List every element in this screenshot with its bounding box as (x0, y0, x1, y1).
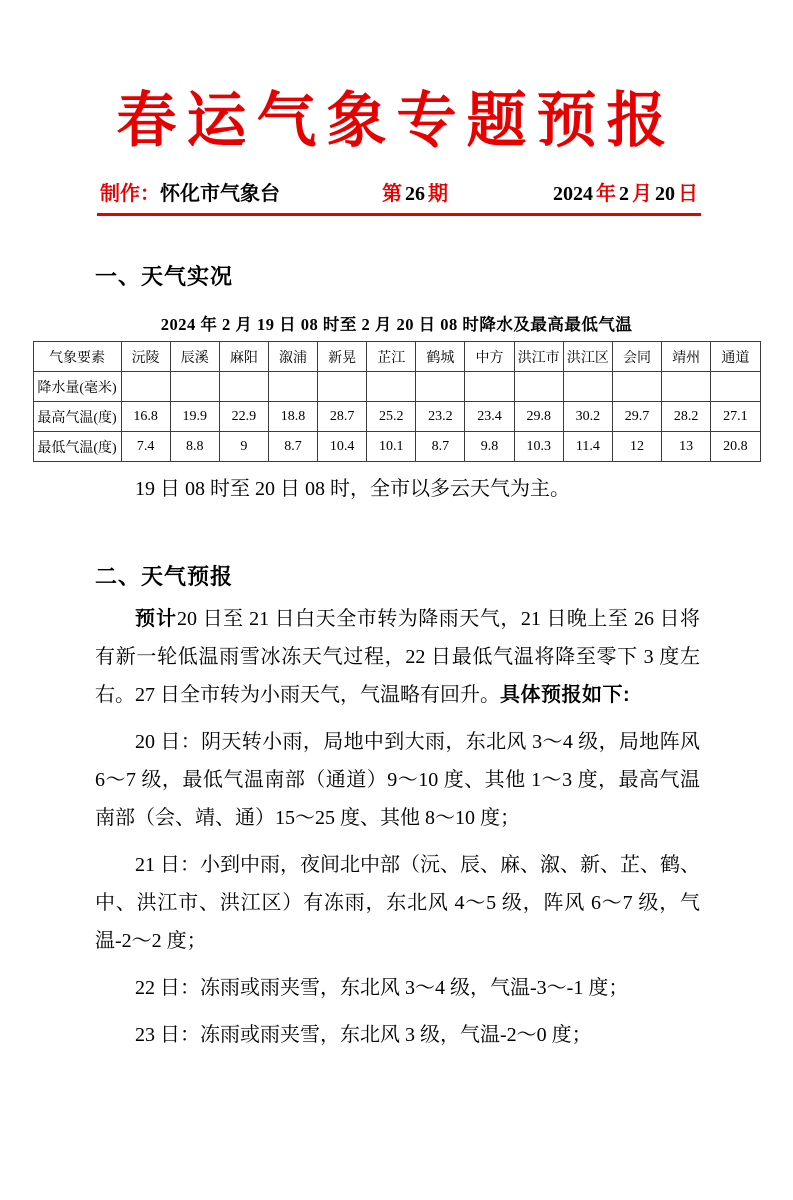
forecast-intro-text: 20 日至 21 日白天全市转为降雨天气，21 日晚上至 26 日将有新一轮低温雨雪冰冻天气过程，22 日最低气温将降至零下 3 度左右。27 日全市转为小雨天气，气温略有回升。 (95, 608, 701, 706)
table-cell (318, 372, 367, 402)
table-cell: 16.8 (121, 402, 170, 432)
table-cell (268, 372, 317, 402)
issue-suffix: 期 (428, 183, 448, 205)
date-month: 2 (619, 183, 629, 205)
table-header-row (33, 342, 760, 372)
table-cell: 19.9 (170, 402, 219, 432)
table-cell (711, 372, 760, 402)
forecast-intro-lead: 预计 (135, 608, 178, 630)
table-row (33, 402, 760, 432)
table-cell: 11.4 (563, 432, 612, 462)
table-row (33, 372, 760, 402)
table-body (33, 372, 760, 462)
date-month-unit: 月 (632, 183, 652, 205)
producer-name: 怀化市气象台 (160, 183, 280, 205)
forecast-intro-tail: 具体预报如下: (500, 684, 631, 706)
document-title: 春运气象专题预报 (116, 86, 677, 156)
table-header-cell: 芷江 (367, 342, 416, 372)
forecast-day-22: 22 日：冻雨或雨夹雪，东北风 3～4 级，气温-3～-1 度； (135, 977, 629, 999)
table-cell: 18.8 (268, 402, 317, 432)
producer (100, 177, 280, 206)
section1-heading: 一、天气实况 (95, 264, 234, 289)
document-meta (100, 177, 698, 206)
table-cell (367, 372, 416, 402)
issue-date (550, 177, 698, 206)
forecast-day-23: 23 日：冻雨或雨夹雪，东北风 3 级，气温-2～0 度； (135, 1024, 592, 1046)
table-cell: 25.2 (367, 402, 416, 432)
table-header-cell: 通道 (711, 342, 760, 372)
table-cell: 9 (219, 432, 268, 462)
table-cell (612, 372, 661, 402)
table-cell: 8.8 (170, 432, 219, 462)
table-cell: 29.8 (514, 402, 563, 432)
table-cell: 20.8 (711, 432, 760, 462)
weather-summary-note: 19 日 08 时至 20 日 08 时，全市以多云天气为主。 (135, 478, 570, 500)
table-cell: 7.4 (121, 432, 170, 462)
table-cell (465, 372, 514, 402)
table-cell: 13 (662, 432, 711, 462)
table-cell: 27.1 (711, 402, 760, 432)
table-cell (416, 372, 465, 402)
table-header-cell: 辰溪 (170, 342, 219, 372)
table-cell: 10.4 (318, 432, 367, 462)
date-day-unit: 日 (678, 183, 698, 205)
table-cell (170, 372, 219, 402)
table-cell: 23.2 (416, 402, 465, 432)
table-header-cell: 洪江市 (514, 342, 563, 372)
table-cell: 9.8 (465, 432, 514, 462)
issue-prefix: 第 (382, 183, 402, 205)
table-header-cell: 洪江区 (563, 342, 612, 372)
table-header-cell: 会同 (612, 342, 661, 372)
date-year: 2024 (553, 183, 593, 205)
table-cell: 8.7 (268, 432, 317, 462)
table-cell (662, 372, 711, 402)
table-cell: 30.2 (563, 402, 612, 432)
date-day: 20 (655, 183, 675, 205)
table-cell (514, 372, 563, 402)
table-header-cell: 靖州 (662, 342, 711, 372)
table-row-label: 最低气温(度) (33, 432, 121, 462)
table-cell: 10.3 (514, 432, 563, 462)
table-cell: 28.2 (662, 402, 711, 432)
table-cell: 23.4 (465, 402, 514, 432)
table-header-cell: 新晃 (318, 342, 367, 372)
table-cell (219, 372, 268, 402)
table-cell: 28.7 (318, 402, 367, 432)
table-cell: 29.7 (612, 402, 661, 432)
table-row-label: 最高气温(度) (33, 402, 121, 432)
forecast-intro-paragraph (95, 600, 700, 714)
header-divider (97, 213, 701, 216)
table-cell: 8.7 (416, 432, 465, 462)
table-header-cell: 中方 (465, 342, 514, 372)
document-page (0, 78, 793, 1200)
table-row (33, 432, 760, 462)
issue-value: 26 (405, 183, 425, 205)
table-header-cell: 麻阳 (219, 342, 268, 372)
forecast-day-21: 21 日：小到中雨，夜间北中部（沅、辰、麻、溆、新、芷、鹤、中、洪江市、洪江区）有冻雨，东北风 4～5 级，阵风 6～7 级，气温-2～2 度； (95, 854, 700, 952)
table-header-cell: 气象要素 (33, 342, 121, 372)
issue-number (382, 177, 448, 206)
table-cell: 10.1 (367, 432, 416, 462)
producer-label: 制作： (100, 183, 160, 205)
observation-table (33, 341, 761, 462)
table-row-label: 降水量(毫米) (33, 372, 121, 402)
table-cell: 22.9 (219, 402, 268, 432)
table-cell (563, 372, 612, 402)
table-header-cell: 沅陵 (121, 342, 170, 372)
section2-heading: 二、天气预报 (95, 564, 234, 589)
table-cell: 12 (612, 432, 661, 462)
observation-table-title: 2024 年 2 月 19 日 08 时至 2 月 20 日 08 时降水及最高最低气温 (160, 315, 633, 334)
table-cell (121, 372, 170, 402)
forecast-day-20: 20 日：阴天转小雨，局地中到大雨，东北风 3～4 级，局地阵风 6～7 级，最低气温南部（通道）9～10 度、其他 1～3 度，最高气温南部（会、靖、通）15～25 度、其他 8～10 度； (95, 731, 700, 829)
date-year-unit: 年 (596, 183, 616, 205)
table-header-cell: 鹤城 (416, 342, 465, 372)
table-header-cell: 溆浦 (268, 342, 317, 372)
